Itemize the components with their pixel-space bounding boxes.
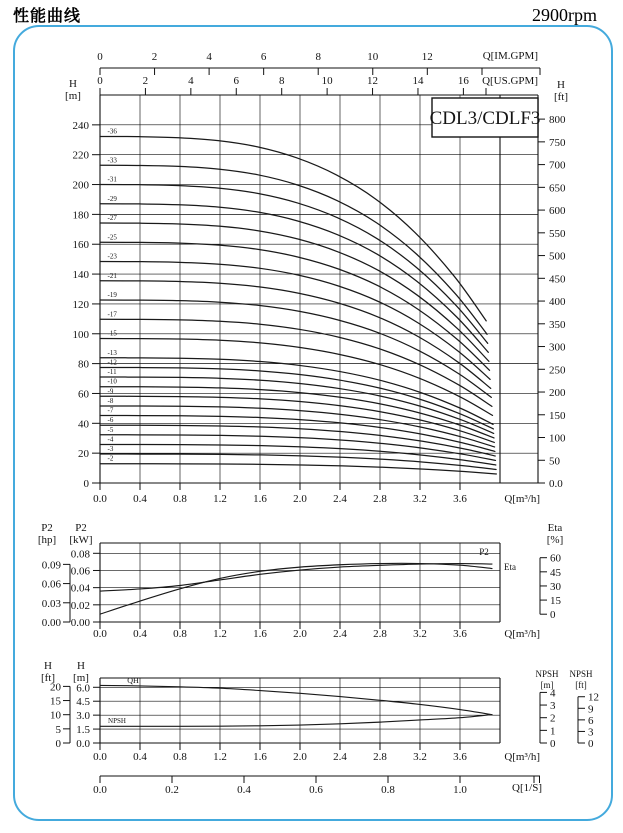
tick-label: 10 xyxy=(321,75,333,87)
tick-label: 0 xyxy=(550,609,556,622)
tick-label: 4 xyxy=(206,51,212,63)
tick-label: 3 xyxy=(550,700,556,713)
tick-label: 15 xyxy=(550,595,561,608)
tick-label: 800 xyxy=(549,114,566,127)
tick-label: 0.8 xyxy=(173,493,187,505)
tick-label: -21 xyxy=(107,271,117,280)
curve-stage-33 xyxy=(100,165,487,334)
axis-label-p2-hp: P2 xyxy=(41,522,53,534)
axis-label-q-m3h-bot: Q[m³/h] xyxy=(504,751,540,763)
tick-label: 1.6 xyxy=(253,493,267,505)
tick-label: 200 xyxy=(72,179,89,192)
tick-label: 550 xyxy=(549,227,566,240)
tick-label: -2 xyxy=(107,454,114,463)
tick-label: -6 xyxy=(107,416,114,425)
tick-label: 50 xyxy=(549,455,560,468)
tick-label: -4 xyxy=(107,435,114,444)
tick-label: 100 xyxy=(549,432,566,445)
tick-label: 1.0 xyxy=(453,784,467,796)
curve-label-p2: P2 xyxy=(479,547,489,557)
tick-label: -15 xyxy=(107,329,117,338)
curve-stage-6 xyxy=(100,425,495,456)
curve-stage-4 xyxy=(100,444,496,464)
tick-label: 180 xyxy=(72,209,89,222)
model-name: CDL3/CDLF3 xyxy=(429,108,541,129)
tick-label: 30 xyxy=(550,580,561,593)
tick-label: 240 xyxy=(72,119,89,132)
axis-label-m-left: [m] xyxy=(65,90,81,102)
tick-label: 2 xyxy=(142,75,149,87)
tick-label: 1.6 xyxy=(253,751,267,763)
tick-label: 1.2 xyxy=(213,493,227,505)
axis-label-h-left: H xyxy=(69,78,77,90)
tick-label: 2.4 xyxy=(333,628,347,640)
tick-label: 16 xyxy=(457,75,469,87)
tick-label: -33 xyxy=(107,156,117,165)
tick-label: 2 xyxy=(151,51,158,63)
tick-label: 20 xyxy=(78,448,89,461)
tick-label: -17 xyxy=(107,310,117,319)
tick-label: 0 xyxy=(97,75,103,87)
tick-label: 6 xyxy=(260,51,267,63)
tick-label: 0.4 xyxy=(133,628,147,640)
tick-label: -5 xyxy=(107,425,114,434)
tick-label: 2.8 xyxy=(373,628,387,640)
tick-label: 0.8 xyxy=(173,628,187,640)
tick-label: 8 xyxy=(315,51,321,63)
tick-label: 0 xyxy=(588,738,594,750)
tick-label: 12 xyxy=(367,75,379,87)
tick-label: 2.0 xyxy=(293,628,307,640)
axis-label-p2-kw: P2 xyxy=(75,522,87,534)
tick-label: 0 xyxy=(83,478,89,490)
tick-label: 60 xyxy=(78,388,89,401)
tick-label: 3.2 xyxy=(413,628,427,640)
tick-label: 9 xyxy=(588,703,594,716)
tick-label: 400 xyxy=(549,296,566,309)
tick-label: 0.8 xyxy=(173,751,187,763)
axis-label-kw: [kW] xyxy=(69,534,93,546)
tick-label: -3 xyxy=(107,445,114,454)
tick-label: 3.0 xyxy=(76,710,90,723)
tick-label: -11 xyxy=(107,368,117,377)
tick-label: 0 xyxy=(55,738,61,750)
tick-label: 0.0 xyxy=(93,628,107,640)
tick-label: 0.4 xyxy=(133,493,147,505)
tick-label: 3.2 xyxy=(413,493,427,505)
tick-label: 45 xyxy=(550,566,561,579)
tick-label: -31 xyxy=(107,175,117,184)
tick-label: 14 xyxy=(412,75,424,87)
tick-label: 0.0 xyxy=(549,478,563,490)
tick-label: 8 xyxy=(278,75,285,87)
page-title: 性能曲线 xyxy=(13,8,82,25)
tick-label: 2.8 xyxy=(373,493,387,505)
tick-label: -29 xyxy=(107,194,117,203)
tick-label: 1.6 xyxy=(253,628,267,640)
rpm-label: 2900rpm xyxy=(532,5,597,25)
tick-label: 2.8 xyxy=(373,751,387,763)
tick-label: 60 xyxy=(550,552,561,565)
tick-label: 0.0 xyxy=(93,493,107,505)
tick-label: 500 xyxy=(549,250,566,263)
tick-label: 1.2 xyxy=(213,628,227,640)
tick-label: 220 xyxy=(72,149,89,162)
axis-label-us-gpm: Q[US.GPM] xyxy=(482,75,538,87)
tick-label: 2.4 xyxy=(333,751,347,763)
curve-stage-23 xyxy=(100,262,490,380)
axis-label-h-right: H xyxy=(557,79,565,91)
axis-label-hp: [hp] xyxy=(37,534,57,546)
axis-label-pct: [%] xyxy=(546,534,564,546)
tick-label: 4.5 xyxy=(76,696,90,709)
axis-label-m-bot: [m] xyxy=(73,672,89,684)
tick-label: 10 xyxy=(367,51,379,63)
tick-label: 450 xyxy=(549,273,566,286)
tick-label: 3.6 xyxy=(453,751,467,763)
tick-label: 2.4 xyxy=(333,493,347,505)
tick-label: 300 xyxy=(549,341,566,354)
tick-label: -19 xyxy=(107,291,117,300)
axis-label-im-gpm: Q[IM.GPM] xyxy=(482,50,538,62)
tick-label: 20 xyxy=(50,681,61,694)
axis-label-h-ft-bot: H xyxy=(44,660,52,672)
tick-label: 0.08 xyxy=(70,548,90,561)
axis-label-q-ls: Q[1/S] xyxy=(512,782,542,794)
tick-label: -36 xyxy=(107,127,117,136)
tick-label: 0.00 xyxy=(70,617,90,629)
curve-label-eta: Eta xyxy=(504,562,516,572)
tick-label: 0.6 xyxy=(309,784,323,796)
curve-stage-2 xyxy=(100,464,496,474)
tick-label: 120 xyxy=(72,298,89,311)
curve-stage-21 xyxy=(100,281,491,389)
axis-label-npsh-m: NPSH xyxy=(535,669,559,679)
axis-label-q-m3h-main: Q[m³/h] xyxy=(504,493,540,505)
tick-label: 0.03 xyxy=(41,597,61,610)
tick-label: -23 xyxy=(107,252,117,261)
tick-label: 0 xyxy=(550,738,556,750)
tick-label: 750 xyxy=(549,136,566,149)
tick-label: 0.0 xyxy=(76,738,90,750)
tick-label: 15 xyxy=(50,695,61,708)
tick-label: 160 xyxy=(72,239,89,252)
tick-label: -12 xyxy=(107,358,117,367)
tick-label: 3 xyxy=(588,726,594,739)
tick-label: -8 xyxy=(107,396,114,405)
tick-label: 3.6 xyxy=(453,493,467,505)
axis-label-eta: Eta xyxy=(547,522,563,534)
tick-label: 4 xyxy=(550,687,556,700)
tick-label: 80 xyxy=(78,358,89,371)
tick-label: 6 xyxy=(233,75,240,87)
axis-label-ft-bot: [ft] xyxy=(40,672,56,684)
tick-label: 350 xyxy=(549,318,566,331)
axis-label-npsh-m-unit: [m] xyxy=(540,680,554,690)
tick-label: 0.00 xyxy=(41,617,61,629)
tick-label: 1.2 xyxy=(213,751,227,763)
tick-label: 0.4 xyxy=(237,784,251,796)
tick-label: 2 xyxy=(550,712,556,725)
tick-label: -25 xyxy=(107,233,117,242)
tick-label: 12 xyxy=(421,51,433,63)
tick-label: 4 xyxy=(188,75,194,87)
curve-npsh xyxy=(100,715,492,727)
axis-label-h-m-bot: H xyxy=(77,660,85,672)
tick-label: 0.02 xyxy=(70,599,90,612)
curve-qh xyxy=(100,685,492,714)
tick-label: 700 xyxy=(549,159,566,172)
tick-label: 40 xyxy=(78,418,89,431)
axis-label-ft-right: [ft] xyxy=(553,91,569,103)
tick-label: 600 xyxy=(549,205,566,218)
tick-label: 0.06 xyxy=(70,565,90,578)
tick-label: 3.6 xyxy=(453,628,467,640)
tick-label: 150 xyxy=(549,409,566,422)
tick-label: 1 xyxy=(550,725,556,738)
tick-label: -27 xyxy=(107,214,117,223)
tick-label: 5 xyxy=(55,723,61,736)
tick-label: 100 xyxy=(72,328,89,341)
tick-label: 0.8 xyxy=(381,784,395,796)
tick-label: 250 xyxy=(549,364,566,377)
tick-label: 200 xyxy=(549,387,566,400)
tick-label: 1.5 xyxy=(76,724,90,737)
tick-label: -7 xyxy=(107,406,114,415)
tick-label: -9 xyxy=(107,387,114,396)
tick-label: 0.06 xyxy=(41,578,61,591)
tick-label: 0.2 xyxy=(165,784,179,796)
axis-label-npsh-ft-unit: [ft] xyxy=(575,680,587,690)
tick-label: 2.0 xyxy=(293,493,307,505)
tick-label: 0.4 xyxy=(133,751,147,763)
tick-label: 2.0 xyxy=(293,751,307,763)
tick-label: 0.04 xyxy=(70,582,90,595)
tick-label: 10 xyxy=(50,709,61,722)
tick-label: 6 xyxy=(588,714,594,727)
tick-label: 0.0 xyxy=(93,784,107,796)
tick-label: 6.0 xyxy=(76,682,90,695)
curve-stage-8 xyxy=(100,406,495,447)
tick-label: 650 xyxy=(549,182,566,195)
tick-label: 0.09 xyxy=(41,559,61,572)
axis-label-q-m3h-p2: Q[m³/h] xyxy=(504,628,540,640)
curve-label-qh: QH xyxy=(127,676,139,685)
tick-label: 0 xyxy=(97,51,103,63)
curve-stage-36 xyxy=(100,136,486,320)
tick-label: 0.0 xyxy=(93,751,107,763)
tick-label: 3.2 xyxy=(413,751,427,763)
tick-label: 12 xyxy=(588,691,599,704)
tick-label: 140 xyxy=(72,269,89,282)
tick-label: -10 xyxy=(107,377,117,386)
tick-label: -13 xyxy=(107,348,117,357)
curve-label-npsh: NPSH xyxy=(108,717,126,725)
axis-label-npsh-ft: NPSH xyxy=(569,669,593,679)
curve-stage-7 xyxy=(100,416,495,452)
